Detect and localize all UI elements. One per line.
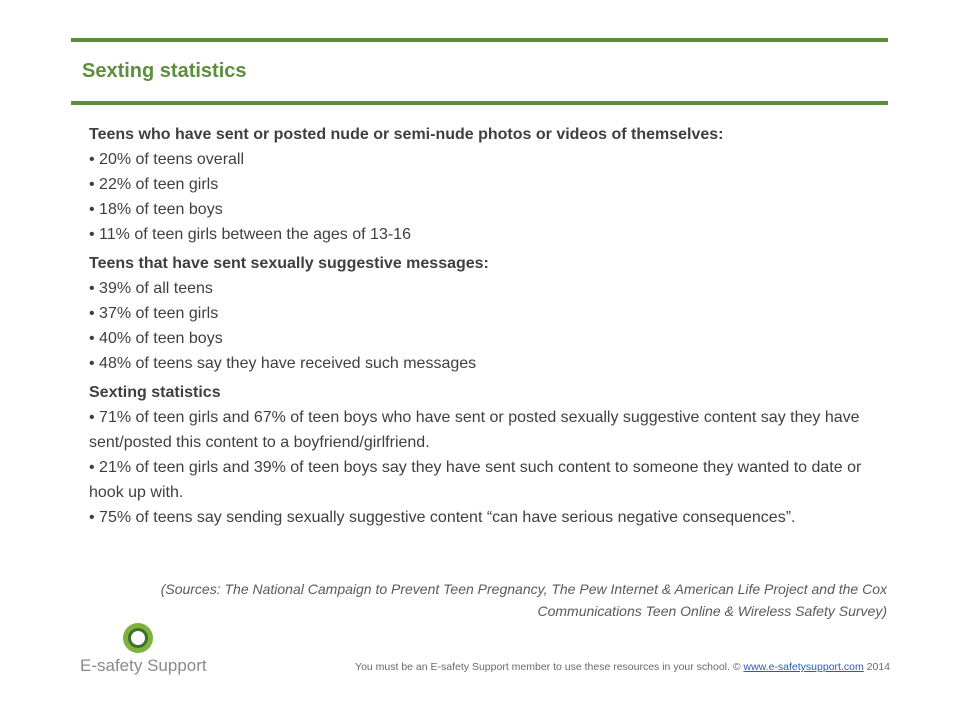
list-item: • 21% of teen girls and 39% of teen boys say they have sent such content to someone they wanted to date or hook up with. [89,459,862,501]
list-item: • 40% of teen boys [89,330,223,347]
list-item: • 18% of teen boys [89,201,223,218]
title-divider [71,101,888,105]
footer-notice [355,661,890,673]
list-item: • 71% of teen girls and 67% of teen boys who have sent or posted sexually suggestive content say they have sent/posted this content to a boyfriend/girlfriend. [89,409,860,451]
footer-year: 2014 [863,661,890,673]
list-item: • 39% of all teens [89,280,213,297]
list-item: • 22% of teen girls [89,176,219,193]
list-item: • 20% of teens overall [89,151,245,168]
website-link[interactable]: www.e-safetysupport.com [743,661,864,673]
logo-text: E-safety Support [80,656,207,675]
content-body [89,122,879,534]
section-nude-photos [89,122,879,247]
sources-note: (Sources: The National Campaign to Prevent Teen Pregnancy, The Pew Internet & American Life Project and the Cox Communications Teen Online & Wireless Safety Survey) [160,581,887,619]
page-title: Sexting statistics [82,60,247,82]
section-heading: Teens who have sent or posted nude or semi-nude photos or videos of themselves: [89,126,724,143]
list-item: • 11% of teen girls between the ages of 13-16 [89,226,411,243]
list-item: • 37% of teen girls [89,305,219,322]
section-heading: Teens that have sent sexually suggestive messages: [89,255,489,272]
section-heading: Sexting statistics [89,384,221,401]
list-item: • 48% of teens say they have received such messages [89,355,477,372]
list-item: • 75% of teens say sending sexually suggestive content “can have serious negative consequences”. [89,509,796,526]
section-sexting-statistics [89,380,879,530]
footer-text: You must be an E-safety Support member to use these resources in your school. © [355,661,744,673]
section-suggestive-messages [89,251,879,376]
top-divider [71,38,888,42]
